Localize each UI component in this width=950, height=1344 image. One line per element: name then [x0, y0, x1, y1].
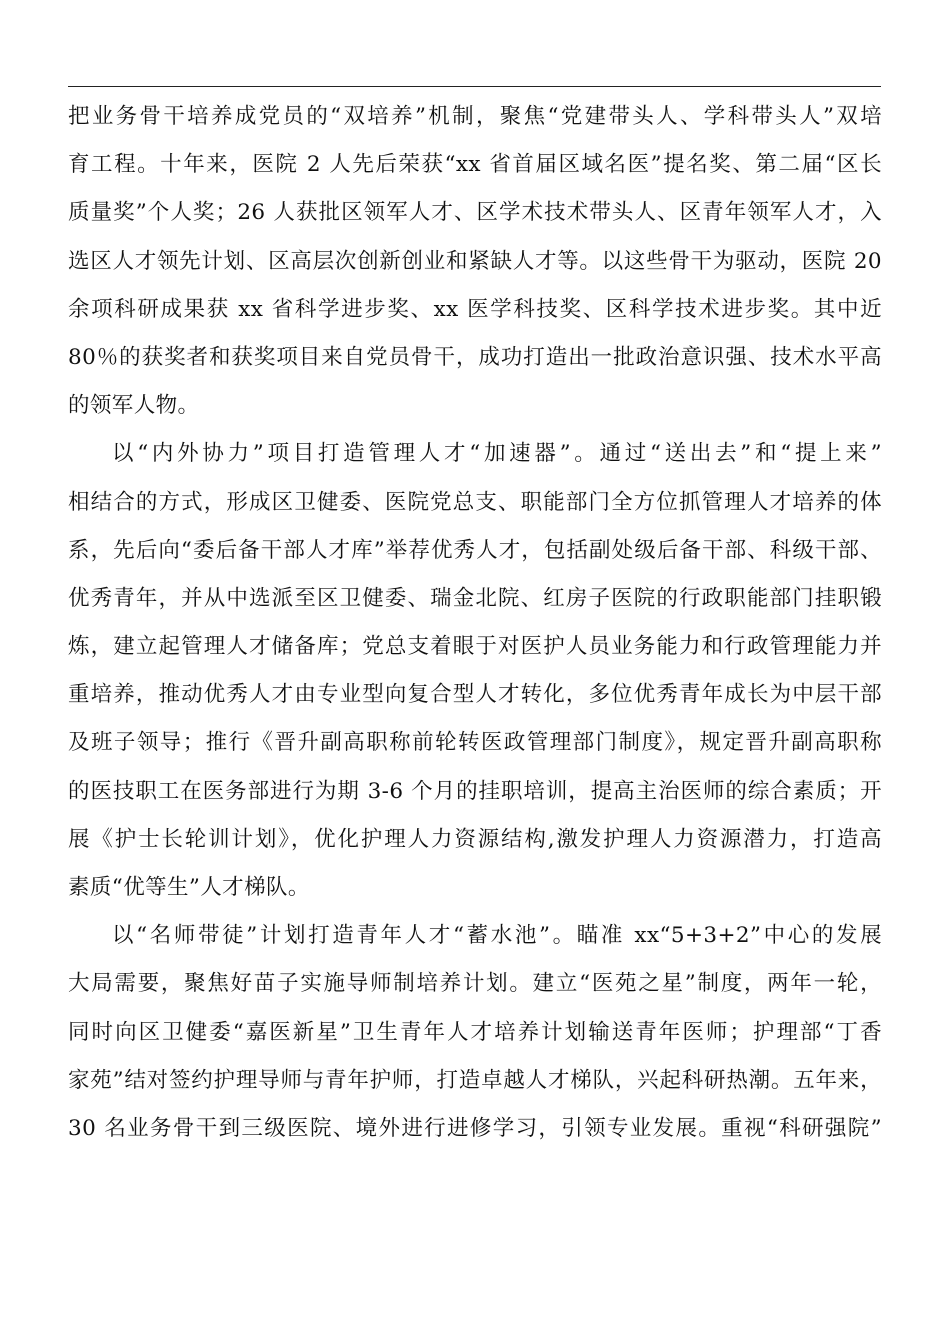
text-line: 30 名业务骨干到三级医院、境外进行进修学习，引领专业发展。重视“科研强院”	[68, 1115, 882, 1141]
text-line: 80％的获奖者和获奖项目来自党员骨干，成功打造出一批政治意识强、技术水平高	[68, 344, 882, 370]
text-line: 系，先后向“委后备干部人才库”举荐优秀人才，包括副处级后备干部、科级干部、	[68, 537, 882, 563]
text-line: 的领军人物。	[68, 393, 200, 419]
text-line: 大局需要，聚焦好苗子实施导师制培养计划。建立“医苑之星”制度，两年一轮，	[68, 971, 882, 997]
text-line: 炼，建立起管理人才储备库；党总支着眼于对医护人员业务能力和行政管理能力并	[68, 634, 882, 660]
text-line: 把业务骨干培养成党员的“双培养”机制，聚焦“党建带头人、学科带头人”双培	[68, 104, 882, 129]
text-line: 素质“优等生”人才梯队。	[68, 875, 310, 900]
text-line: 同时向区卫健委“嘉医新星”卫生青年人才培养计划输送青年医师；护理部“丁香	[68, 1019, 882, 1045]
paragraph-start-line: 以“内外协力”项目打造管理人才“加速器”。通过“送出去”和“提上来”	[112, 441, 882, 467]
text-line: 重培养，推动优秀人才由专业型向复合型人才转化，多位优秀青年成长为中层干部	[68, 682, 882, 708]
text-line: 相结合的方式，形成区卫健委、医院党总支、职能部门全方位抓管理人才培养的体	[68, 489, 882, 515]
header-rule	[68, 86, 881, 87]
text-line: 优秀青年，并从中选派至区卫健委、瑞金北院、红房子医院的行政职能部门挂职锻	[68, 585, 882, 611]
text-line: 及班子领导；推行《晋升副高职称前轮转医政管理部门制度》，规定晋升副高职称	[68, 730, 882, 756]
paragraph-start-line: 以“名师带徒”计划打造青年人才“蓄水池”。瞄准 xx“5+3+2”中心的发展	[112, 923, 882, 949]
text-line: 余项科研成果获 xx 省科学进步奖、xx 医学科技奖、区科学技术进步奖。其中近	[68, 296, 882, 322]
text-line: 育工程。十年来，医院 2 人先后荣获“xx 省首届区域名医”提名奖、第二届“区长	[68, 152, 882, 178]
text-line: 选区人才领先计划、区高层次创新创业和紧缺人才等。以这些骨干为驱动，医院 20	[68, 248, 882, 274]
text-line: 家苑”结对签约护理导师与青年护师，打造卓越人才梯队，兴起科研热潮。五年来，	[68, 1067, 882, 1093]
text-line: 质量奖”个人奖；26 人获批区领军人才、区学术技术带头人、区青年领军人才，入	[68, 200, 882, 226]
text-line: 的医技职工在医务部进行为期 3-6 个月的挂职培训，提高主治医师的综合素质；开	[68, 778, 882, 804]
text-line: 展《护士长轮训计划》，优化护理人力资源结构,激发护理人力资源潜力，打造高	[68, 826, 882, 852]
body-text	[68, 93, 882, 1153]
